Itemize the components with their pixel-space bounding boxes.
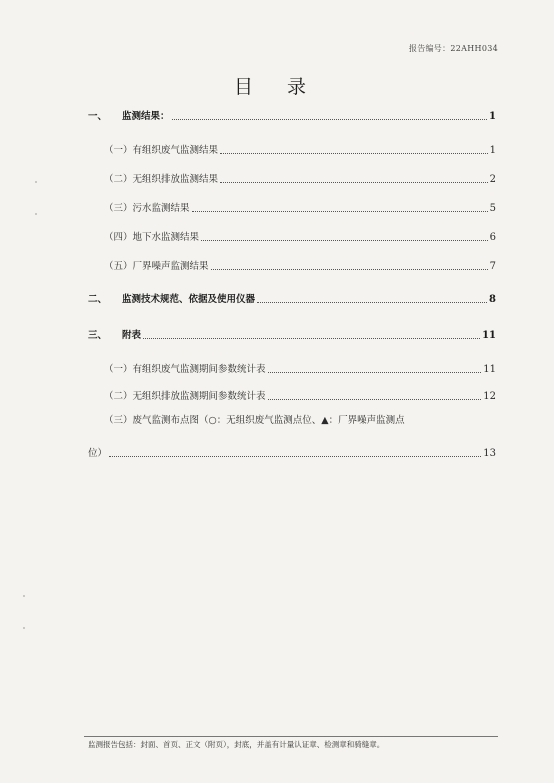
toc-entry-1-2[interactable] <box>104 174 496 186</box>
footer-note: 监测报告包括：封面、首页、正文（附页），封底，并盖有计量认证章、检测章和骑缝章。 <box>88 740 385 749</box>
page-title: 目 录 <box>233 76 321 98</box>
toc-leader-dots <box>268 372 482 373</box>
toc-page-number: 1 <box>489 145 496 156</box>
toc-entry-3-3[interactable] <box>88 448 496 460</box>
toc-entry-section-3[interactable] <box>88 330 496 342</box>
toc-entry-section-2[interactable] <box>88 294 496 306</box>
toc-page-number: 7 <box>489 261 496 272</box>
toc-page-number: 8 <box>489 294 496 305</box>
footer-divider <box>84 736 498 737</box>
toc-page-number: 6 <box>489 232 496 243</box>
toc-label: （二）无组织排放监测期间参数统计表 <box>104 391 266 402</box>
scan-speck <box>23 627 25 629</box>
toc-leader-dots <box>220 182 488 183</box>
toc-page-number: 11 <box>482 330 496 341</box>
toc-page-number: 5 <box>489 203 496 214</box>
toc-numeral: 二、 <box>88 294 108 305</box>
toc-page-number: 11 <box>483 364 496 375</box>
toc-page-number: 12 <box>483 391 496 402</box>
scan-speck <box>23 595 25 597</box>
toc-label: （二）无组织排放监测结果 <box>104 174 219 185</box>
toc-label: （五）厂界噪声监测结果 <box>104 261 209 272</box>
scan-speck <box>35 181 37 183</box>
toc-leader-dots <box>268 399 482 400</box>
toc-label: （一）有组织废气监测期间参数统计表 <box>104 364 266 375</box>
toc-leader-dots <box>211 269 488 270</box>
toc-leader-dots <box>109 456 481 457</box>
toc-entry-1-4[interactable] <box>104 232 496 244</box>
toc-label: （一）有组织废气监测结果 <box>104 145 219 156</box>
scan-speck <box>35 213 37 215</box>
toc-page-number: 2 <box>489 174 496 185</box>
toc-entry-1-3[interactable] <box>104 203 496 215</box>
toc-entry-3-3-line1[interactable]: （三）废气监测布点图（○：无组织废气监测点位、▲：厂界噪声监测点 <box>104 415 405 426</box>
toc-leader-dots <box>143 338 480 339</box>
toc-entry-1-1[interactable] <box>104 145 496 157</box>
toc-label: 监测结果： <box>122 111 170 122</box>
toc-label: 监测技术规范、依据及使用仪器 <box>122 294 256 305</box>
toc-leader-dots <box>220 153 488 154</box>
toc-label: 附表 <box>122 330 142 341</box>
toc-leader-dots <box>192 211 488 212</box>
toc-label: （三）污水监测结果 <box>104 203 190 214</box>
report-number: 报告编号：22AHH034 <box>408 44 498 53</box>
toc-entry-3-1[interactable] <box>104 364 496 376</box>
toc-leader-dots <box>172 119 488 120</box>
toc-page-number: 13 <box>483 448 496 459</box>
toc-numeral: 一、 <box>88 111 108 122</box>
toc-label: （四）地下水监测结果 <box>104 232 200 243</box>
toc-entry-section-1[interactable] <box>88 111 496 123</box>
toc-numeral: 三、 <box>88 330 108 341</box>
toc-leader-dots <box>257 302 487 303</box>
toc-entry-1-5[interactable] <box>104 261 496 273</box>
toc-entry-3-2[interactable] <box>104 391 496 403</box>
toc-label-continued: 位） <box>88 448 108 459</box>
toc-leader-dots <box>201 240 488 241</box>
toc-page-number: 1 <box>489 111 496 122</box>
